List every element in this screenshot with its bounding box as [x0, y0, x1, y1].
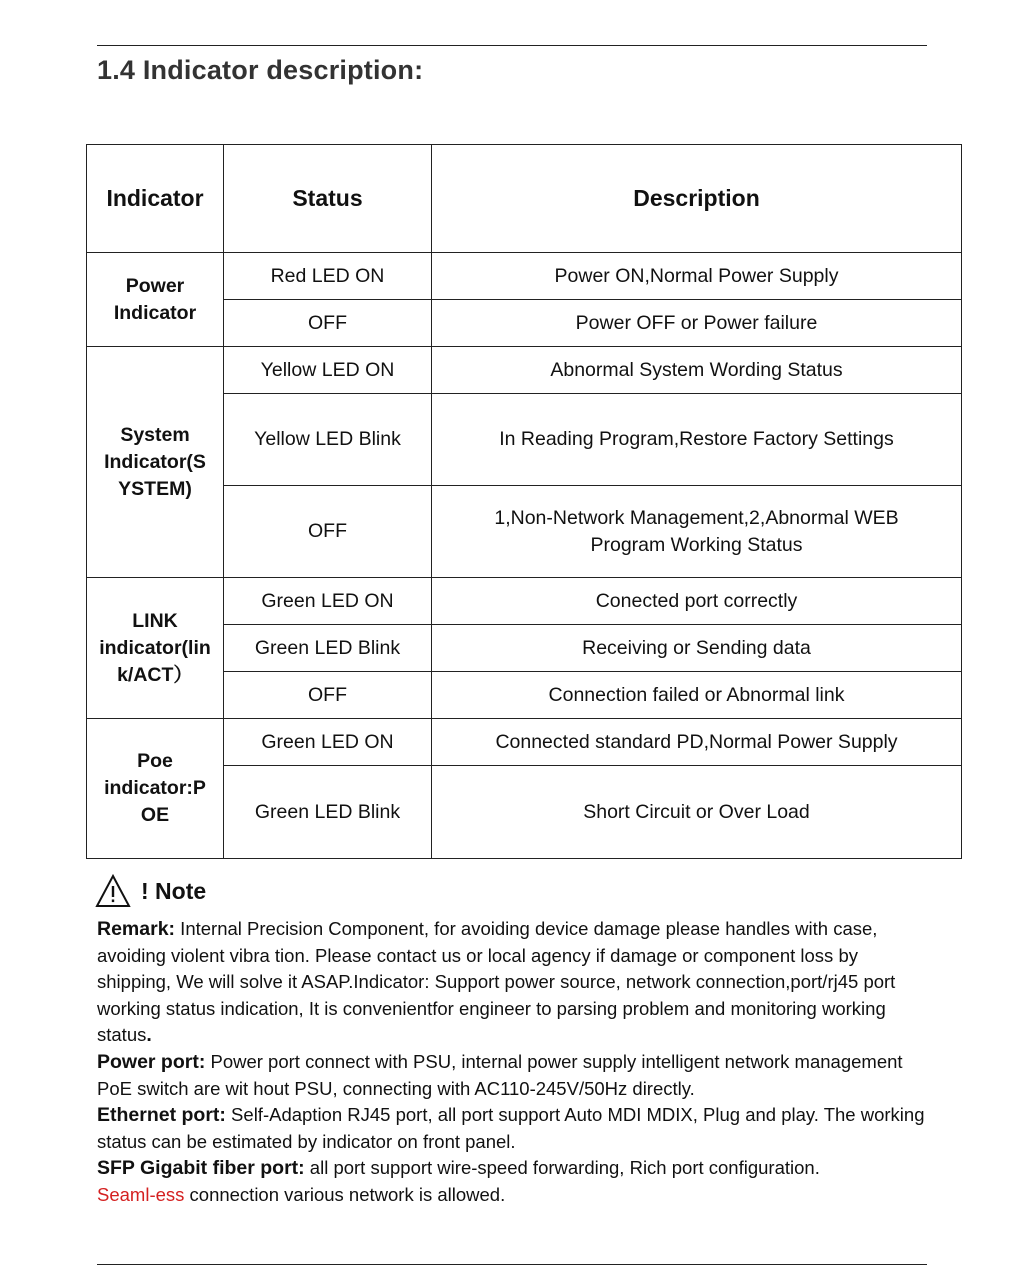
sfp-port-text: all port support wire-speed forwarding, Rich port configuration.	[304, 1157, 820, 1179]
status-cell: Green LED Blink	[224, 625, 432, 672]
description-line: 1,Non-Network Management,2,Abnormal WEB	[494, 506, 899, 529]
top-rule	[97, 45, 927, 46]
ethernet-port-paragraph	[97, 1102, 933, 1155]
sfp-port-text-2: connection various network is allowed.	[184, 1183, 506, 1205]
notes-body	[97, 916, 933, 1209]
status-cell: Yellow LED ON	[224, 347, 432, 394]
indicator-line: Indicator(S	[104, 450, 206, 473]
status-cell: OFF	[224, 672, 432, 719]
power-port-label: Power port:	[97, 1050, 206, 1073]
indicator-line: OE	[140, 804, 170, 826]
table-row	[87, 578, 962, 625]
table-row	[87, 347, 962, 394]
indicator-line: Poe	[137, 750, 173, 772]
description-cell: Connected standard PD,Normal Power Supply	[432, 719, 962, 766]
power-port-paragraph	[97, 1049, 933, 1102]
indicator-power	[87, 253, 224, 347]
status-cell: OFF	[224, 300, 432, 347]
status-cell: Green LED ON	[224, 719, 432, 766]
description-cell	[432, 486, 962, 578]
indicator-table	[86, 144, 962, 859]
indicator-system	[87, 347, 224, 578]
indicator-line: Power	[125, 274, 185, 297]
indicator-poe	[87, 719, 224, 859]
description-cell: Connection failed or Abnormal link	[432, 672, 962, 719]
note-heading	[95, 873, 206, 909]
remark-label: Remark:	[97, 918, 176, 940]
table-row	[87, 719, 962, 766]
indicator-link	[87, 578, 224, 719]
header-indicator: Indicator	[87, 145, 224, 253]
note-title: ! Note	[141, 877, 207, 904]
warning-triangle-icon	[95, 874, 131, 908]
header-status: Status	[224, 145, 432, 253]
description-cell: Short Circuit or Over Load	[432, 766, 962, 859]
indicator-line: k/ACT）	[117, 663, 193, 686]
indicator-line: Indicator	[113, 301, 197, 324]
description-cell: Power OFF or Power failure	[432, 300, 962, 347]
header-description: Description	[432, 145, 962, 253]
indicator-line: LINK	[132, 609, 178, 632]
bottom-rule	[97, 1264, 927, 1265]
description-cell: Power ON,Normal Power Supply	[432, 253, 962, 300]
remark-text: Internal Precision Component, for avoiding device damage please handles with case, avoiding violent vibra tion. Please contact us or local agency if damage or component loss by shipping, We will solve it ASAP.Indicator: Support power source, network connection,port/rj45 port working status indication, It is convenientfor engineer to parsing problem and monitoring working status	[97, 918, 896, 1046]
table-header-row	[87, 145, 962, 253]
sfp-port-label: SFP Gigabit fiber port:	[97, 1157, 305, 1180]
description-cell: Abnormal System Wording Status	[432, 347, 962, 394]
status-cell: OFF	[224, 486, 432, 578]
ethernet-port-text: Self-Adaption RJ45 port, all port support Auto MDI MDIX, Plug and play. The working status can be estimated by indicator on front panel.	[97, 1104, 925, 1152]
description-line: Program Working Status	[590, 533, 803, 556]
remark-paragraph	[97, 916, 933, 1049]
description-cell: Conected port correctly	[432, 578, 962, 625]
seamless-highlight: Seaml-ess	[97, 1183, 185, 1205]
section-title: 1.4 Indicator description:	[97, 55, 424, 85]
description-cell: Receiving or Sending data	[432, 625, 962, 672]
status-cell: Yellow LED Blink	[224, 394, 432, 486]
status-cell: Green LED Blink	[224, 766, 432, 859]
power-port-text: Power port connect with PSU, internal power supply intelligent network management PoE switch are wit hout PSU, connecting with AC110-245V/50Hz directly.	[97, 1050, 903, 1099]
description-cell: In Reading Program,Restore Factory Settings	[432, 394, 962, 486]
sfp-port-paragraph	[97, 1155, 933, 1208]
remark-end: .	[146, 1024, 152, 1047]
indicator-line: indicator:P	[104, 777, 206, 799]
status-cell: Red LED ON	[224, 253, 432, 300]
indicator-line: indicator(lin	[99, 636, 211, 659]
ethernet-port-label: Ethernet port:	[97, 1104, 226, 1127]
indicator-line: YSTEM)	[118, 477, 192, 500]
indicator-line: System	[120, 423, 190, 446]
status-cell: Green LED ON	[224, 578, 432, 625]
table-row	[87, 253, 962, 300]
